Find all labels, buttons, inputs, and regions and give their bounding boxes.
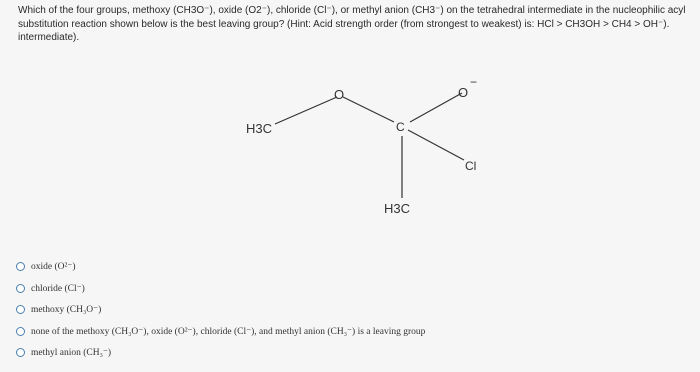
methyl-bottom-label: H3C	[384, 201, 411, 216]
option-none[interactable]	[16, 321, 676, 343]
option-chloride[interactable]	[16, 278, 676, 300]
negative-charge-label: −	[470, 75, 478, 89]
bond-c-cl	[408, 130, 464, 160]
bond-o-c	[343, 97, 394, 122]
radio-button[interactable]	[16, 284, 25, 293]
ether-oxygen-label: O	[334, 87, 345, 102]
oxygen-anion-label: O	[458, 85, 469, 100]
radio-button[interactable]	[16, 262, 25, 271]
radio-button[interactable]	[16, 305, 25, 314]
option-methoxy[interactable]	[16, 299, 676, 321]
option-label: none of the methoxy (CH₃O⁻), oxide (O²⁻), chloride (Cl⁻), and methyl anion (CH₃⁻) is a leaving group	[31, 326, 426, 337]
question-text: Which of the four groups, methoxy (CH3O⁻), oxide (O2⁻), chloride (Cl⁻), or methyl anion (CH3⁻) on the tetrahedral intermediate in the nucleophilic acyl substitution reaction shown below is the best leaving group? (Hint: Acid strength order (from strongest to weakest) is: HCl > CH3OH > CH4 > OH⁻). intermediate).	[18, 5, 686, 43]
methyl-left-label: H3C	[246, 121, 273, 136]
option-label: methoxy (CH₃O⁻)	[31, 305, 102, 316]
bond-ch3-o	[275, 97, 337, 124]
option-oxide[interactable]	[16, 256, 676, 278]
option-methyl-anion[interactable]	[16, 342, 676, 364]
option-label: oxide (O²⁻)	[31, 262, 76, 273]
option-label: methyl anion (CH₃⁻)	[31, 348, 112, 359]
central-carbon-label: C	[396, 120, 405, 134]
option-label: chloride (Cl⁻)	[31, 283, 85, 294]
bond-c-o	[410, 93, 462, 122]
radio-button[interactable]	[16, 327, 25, 336]
answer-options	[16, 256, 676, 364]
radio-button[interactable]	[16, 348, 25, 357]
chlorine-label: Cl	[465, 159, 477, 173]
